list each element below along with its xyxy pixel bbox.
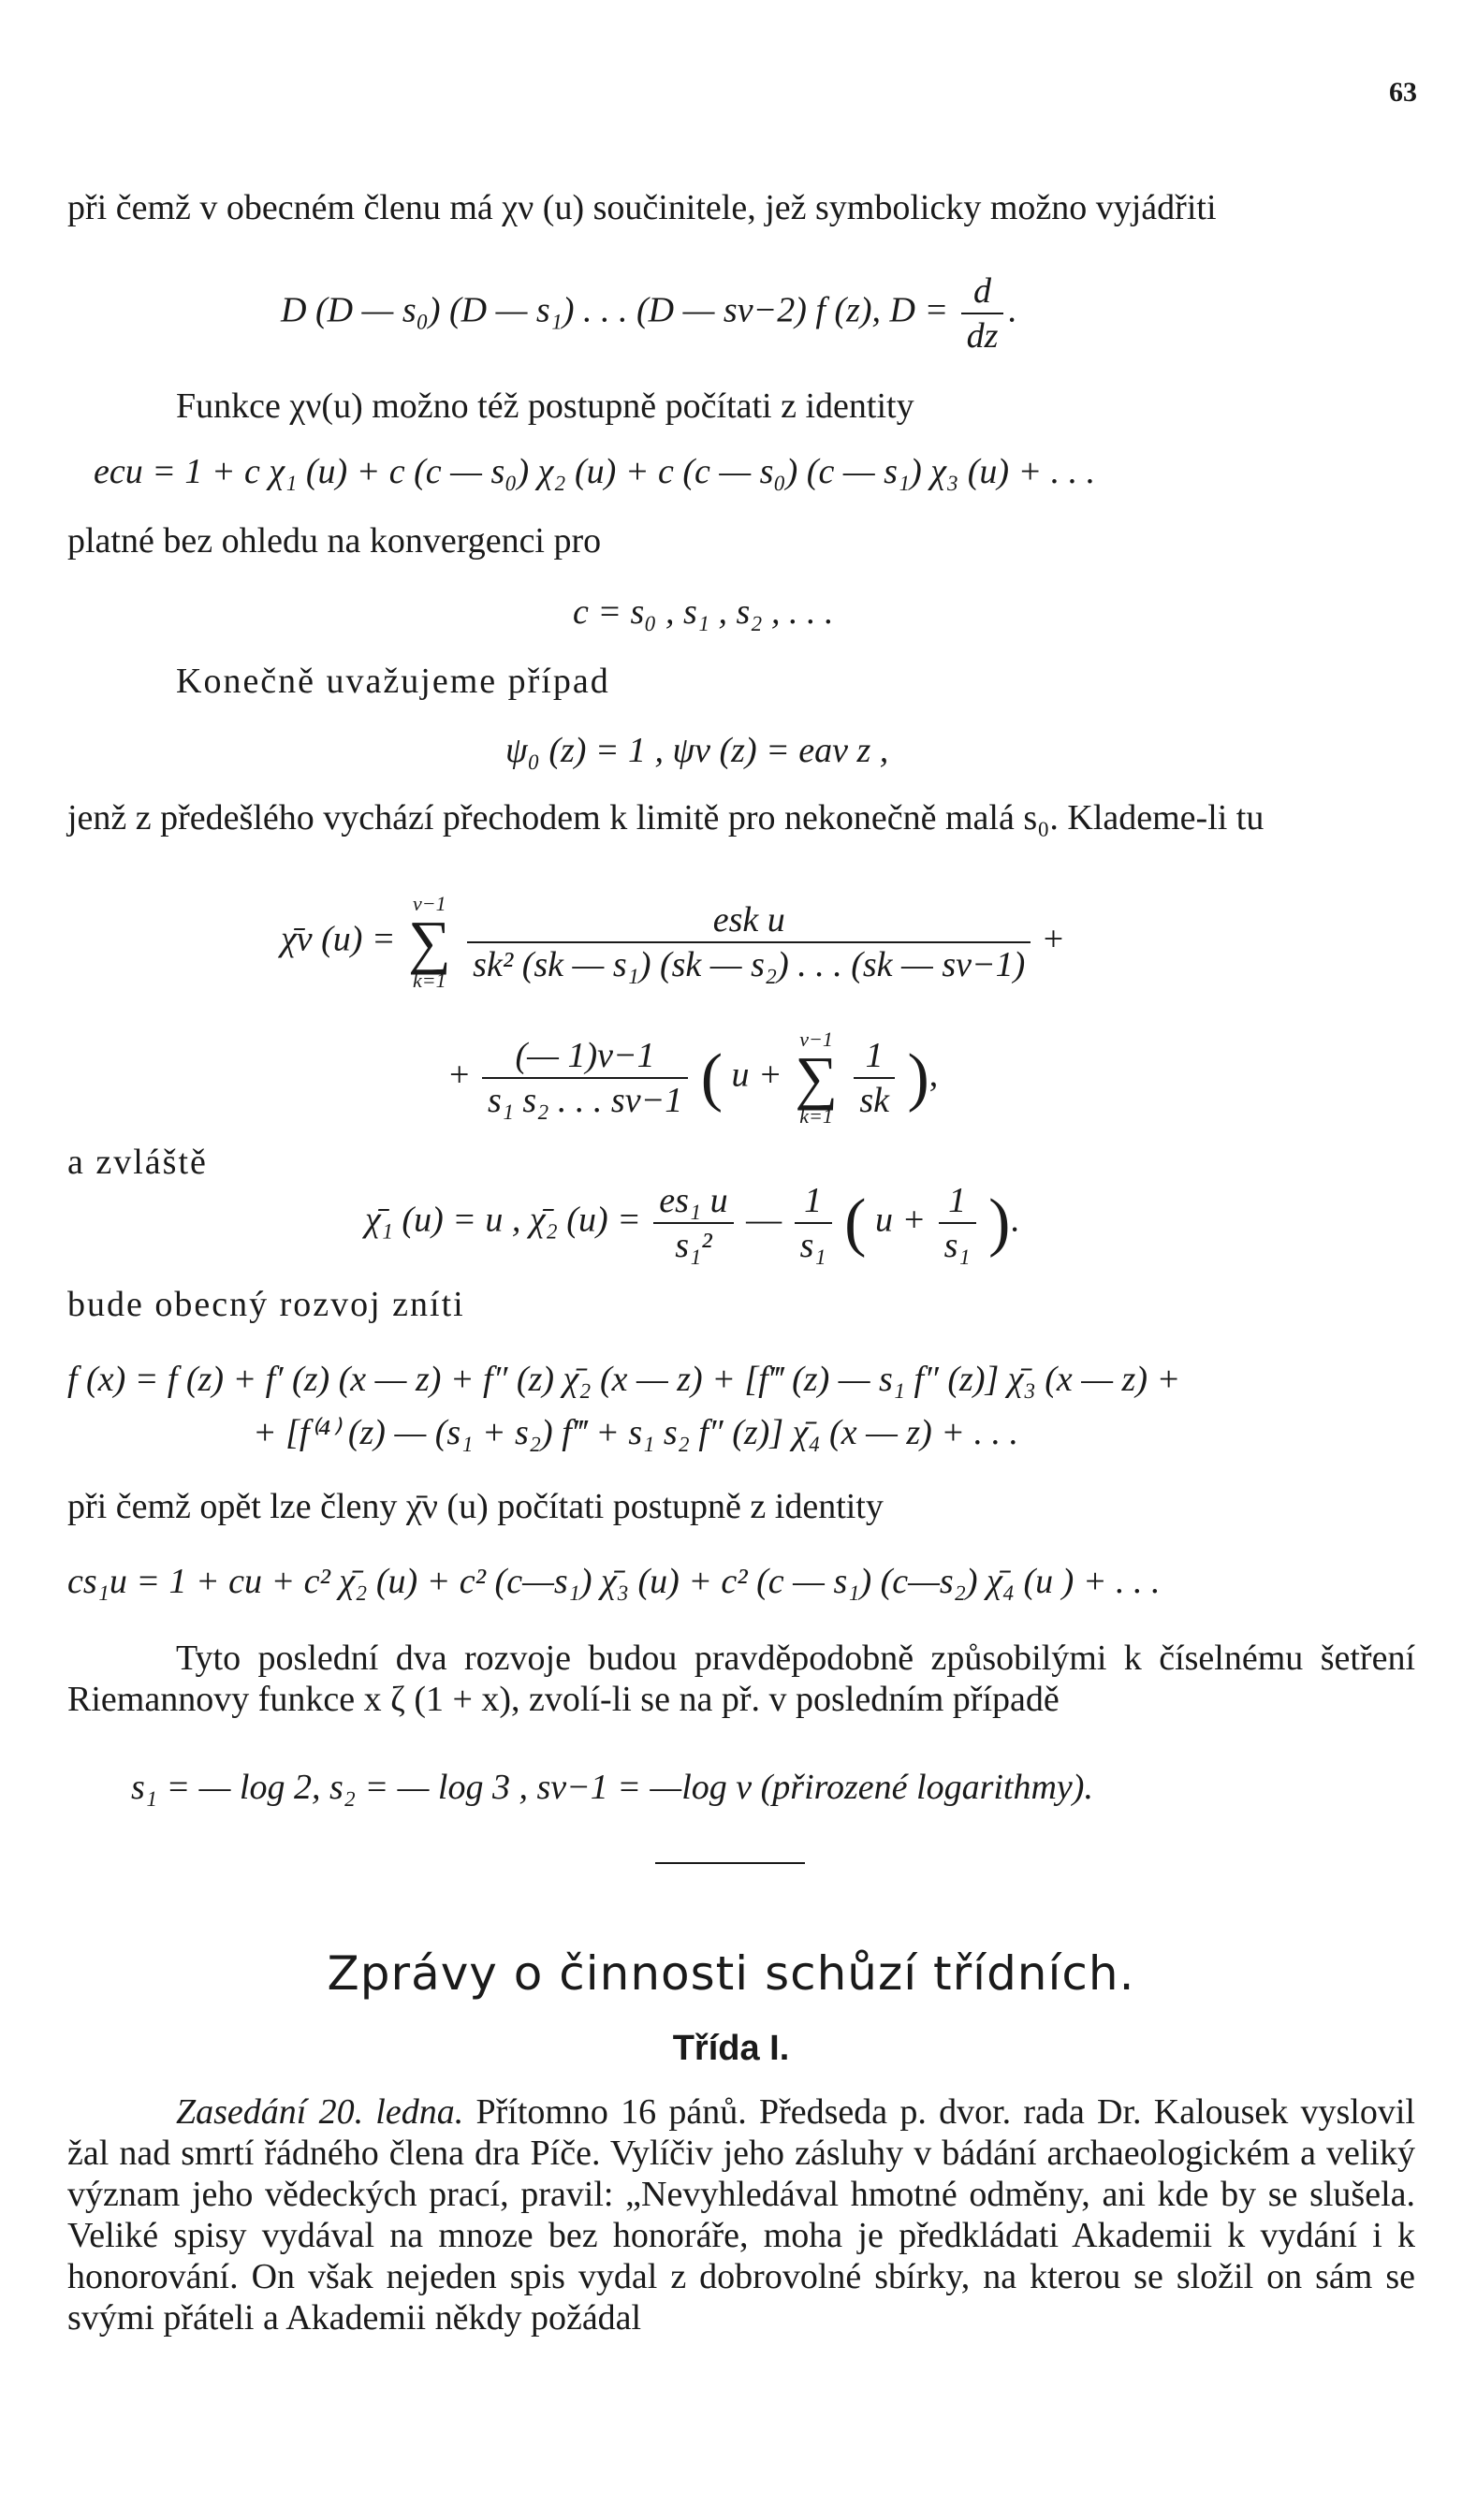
equation-5-fraction (467, 900, 1031, 984)
fraction-denominator: sk (859, 1081, 889, 1120)
section-heading: Zprávy o činnosti schůzí třídních. (327, 1946, 1135, 2001)
summation-sign: ν−1 ∑ k=1 (795, 1027, 838, 1128)
fraction-numerator: (— 1)ν−1 (482, 1036, 688, 1079)
fraction-denominator: s₁ (943, 1226, 971, 1265)
comma: , (928, 1055, 939, 1095)
paragraph-3: platné bez ohledu na konvergenci pro (67, 521, 602, 561)
equation-1-fraction (961, 271, 1004, 356)
equation-7-u: u + (874, 1200, 927, 1240)
paragraph-2: Funkce χν(u) možno též postupně počítati z identity (176, 386, 914, 426)
period: . (1010, 1200, 1019, 1240)
section-divider (655, 1862, 805, 1864)
equation-2: ecu = 1 + c χ₁ (u) + c (c — s₀) χ₂ (u) + c (c — s₀) (c — s₁) χ₃ (u) + . . . (94, 452, 1096, 491)
equation-1: D (D — s₀) (D — s₁) . . . (D — sν−2) f (z), D = $\frac{d}{dz}$ . (281, 271, 1016, 356)
paragraph-8: při čemž opět lze členy χ̄ν (u) počítati postupně z identity (67, 1487, 884, 1526)
paragraph-7: bude obecný rozvoj zníti (67, 1285, 465, 1324)
fraction-denominator: s₁ (799, 1226, 826, 1265)
fraction-denominator: sk² (sk — s₁) (sk — s₂) . . . (sk — sν−1) (473, 945, 1026, 984)
equation-8-line-1: f (x) = f (z) + f′ (z) (x — z) + f″ (z) χ̄₂ (x — z) + [f‴ (z) — s₁ f″ (z)] χ̄₃ (x — z) + (67, 1360, 1181, 1399)
paragraph-10 (67, 2091, 1415, 2338)
minus-sign: — (746, 1200, 782, 1240)
equation-5 (281, 894, 1063, 991)
paragraph-6: a zvláště (67, 1143, 208, 1182)
equation-5-lhs: χ̄ν (u) = (281, 919, 396, 959)
paragraph-9: Tyto poslední dva rozvoje budou pravděpodobně způsobilými k číselnému šetření Riemannovy funkce x ζ (1 + x), zvolí-li se na př. v posledním případě (67, 1639, 1415, 1719)
equation-10: s₁ = — log 2, s₂ = — log 3 , sν−1 = —log ν (přirozené logarithmy). (131, 1768, 1093, 1807)
equation-6-inner-fraction (854, 1036, 895, 1120)
equation-9: cs₁u = 1 + cu + c² χ̄₂ (u) + c² (c—s₁) χ̄₃ (u) + c² (c — s₁) (c—s₂) χ̄₄ (u ) + . . . (67, 1562, 1161, 1601)
sum-upper-limit: ν−1 (799, 1027, 833, 1051)
fraction-numerator: es₁ u (653, 1181, 733, 1224)
equation-7: χ̄₁ (u) = u , χ̄₂ (u) = $\frac{\text{es₁ u}}{\text{s₁²}}$ — $\frac{1}{\text{s₁}}$ ( u + $\frac{1}{\text{s₁}}$ ). (365, 1181, 1019, 1265)
summation-sign: ν−1 ∑ k=1 (408, 892, 451, 992)
fraction-numerator: esk u (467, 900, 1031, 943)
class-subheading: Třída I. (672, 2029, 790, 2068)
equation-3: c = s₀ , s₁ , s₂ , . . . (573, 592, 834, 632)
equation-7-fraction-3 (939, 1181, 976, 1265)
fraction-denominator: dz (966, 316, 999, 356)
equation-7-lhs: χ̄₁ (u) = u , χ̄₂ (u) = (365, 1200, 641, 1240)
equation-8-line-2: + [f⁽⁴⁾ (z) — (s₁ + s₂) f‴ + s₁ s₂ f″ (z)] χ̄₄ (x — z) + . . . (253, 1413, 1018, 1452)
fraction-denominator: s₁ s₂ . . . sν−1 (487, 1081, 683, 1120)
equation-6: + $\frac{(— 1)\nu-1}{\text{s₁ s₂ . . . sν−1}}$ ( u + ν−1 ∑ k=1 $\frac{1}{sk}$ ), (449, 1027, 939, 1128)
paragraph-5: jenž z předešlého vychází přechodem k limitě pro nekonečně malá s₀. Klademe-li tu (67, 798, 1265, 838)
fraction-numerator: 1 (939, 1181, 976, 1224)
sum-lower-limit: k=1 (413, 969, 446, 992)
paragraph-1: při čemž v obecném členu má χν (u) součinitele, jež symbolicky možno vyjádřiti (67, 188, 1217, 227)
meeting-text: Přítomno 16 pánů. Předseda p. dvor. rada Dr. Kalousek vyslovil žal nad smrtí řádného člena dra Píče. Vylíčiv jeho zásluhy v bádání archaeologickém a veliký význam jeho vědeckých prací, pravil: „Nevyhledával hmotné odměny, ani kde by se slušela. Veliké spisy vydával na mnoze bez honoráře, moha je předkládati Akademii k vydání i k honorování. On však nejeden spis vydal z dobrovolné sbírky, na kterou se složil on sám se svými přáteli a Akademii někdy požádal (67, 2092, 1415, 2338)
equation-6-u: u + (731, 1055, 782, 1095)
plus-sign: + (1043, 919, 1064, 959)
meeting-date: Zasedání 20. ledna. (176, 2092, 464, 2132)
fraction-numerator: d (961, 271, 1004, 314)
equation-4: ψ₀ (z) = 1 , ψν (z) = eaν z , (505, 731, 889, 770)
equation-7-fraction-2 (795, 1181, 832, 1265)
page-number: 63 (1389, 77, 1417, 108)
equation-1-text: D (D — s₀) (D — s₁) . . . (D — sν−2) f (z), D = (281, 290, 958, 330)
equation-6-fraction (482, 1036, 688, 1120)
plus-sign: + (449, 1055, 470, 1095)
paragraph-4: Konečně uvažujeme případ (176, 662, 610, 701)
equation-7-fraction-1 (653, 1181, 733, 1265)
fraction-numerator: 1 (795, 1181, 832, 1224)
fraction-denominator: s₁² (675, 1226, 712, 1265)
sum-upper-limit: ν−1 (413, 892, 446, 915)
fraction-numerator: 1 (854, 1036, 895, 1079)
sum-lower-limit: k=1 (799, 1104, 833, 1128)
